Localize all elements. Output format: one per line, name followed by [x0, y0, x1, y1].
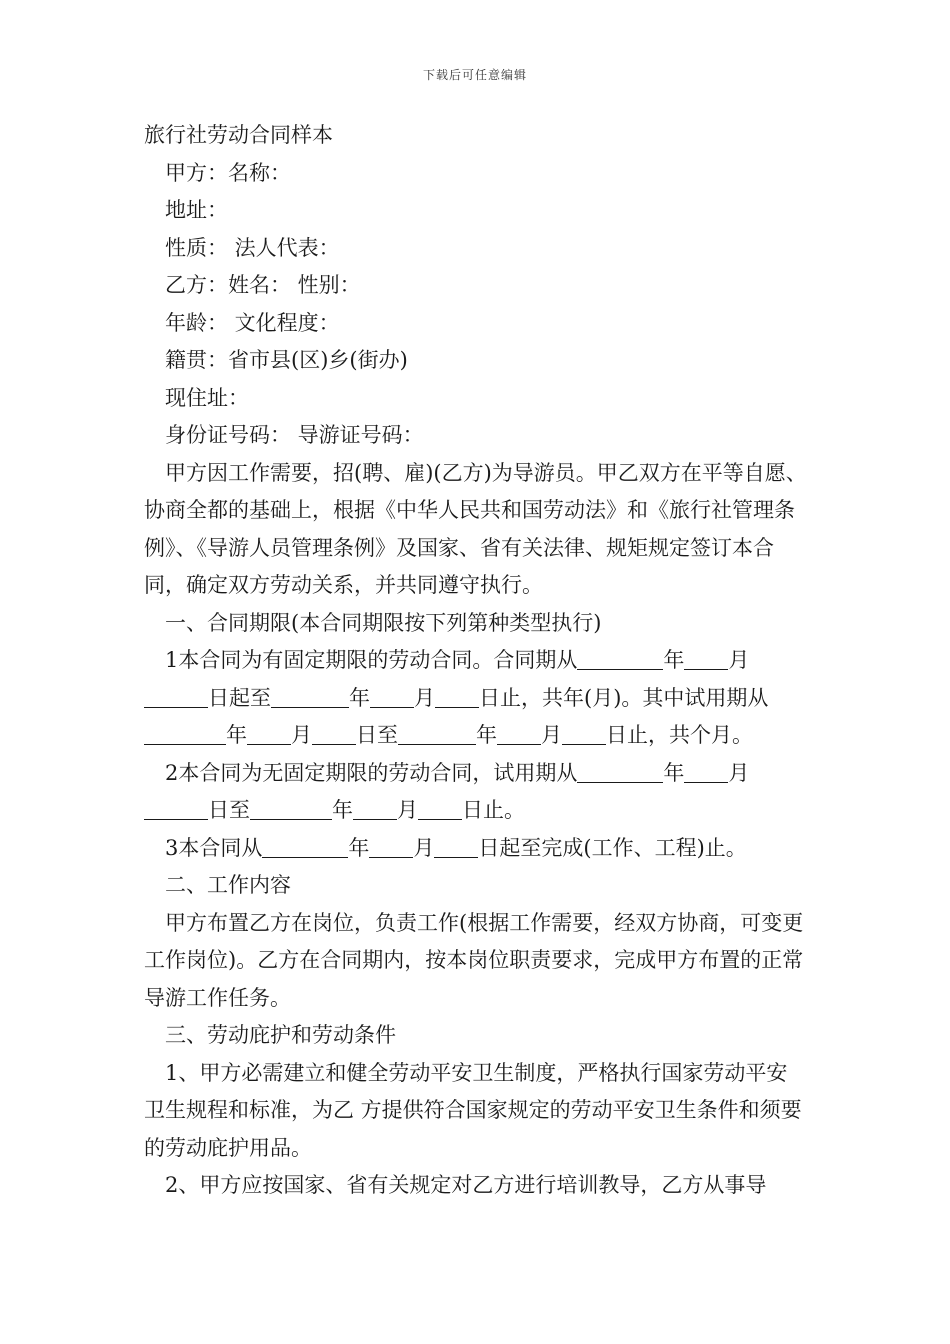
- document-title: 旅行社劳动合同样本: [144, 123, 333, 147]
- clause-1-text-m: 日止，共个月。: [606, 723, 753, 747]
- clause-1-text-k: 年: [476, 723, 497, 747]
- blank-line: [418, 797, 462, 820]
- section-2-title: 二、工作内容: [165, 873, 291, 897]
- clause-1-text-b: 年: [663, 648, 685, 672]
- clause-2-text-e: 年: [332, 798, 353, 822]
- clause-1-text-e: 年: [349, 685, 370, 710]
- clause-2-text-b: 年: [663, 760, 685, 785]
- clause-3-text-c: 月: [413, 835, 435, 860]
- blank-line: [398, 722, 476, 745]
- residence-line: 现住址：: [165, 385, 249, 410]
- protection-clause-1: 1、甲方必需建立和健全劳动平安卫生制度，严格执行国家劳动平安卫生规程和标准，为乙 方提供符合国家规定的劳动平安卫生条件和须要的劳动庇护用品。: [144, 1060, 802, 1160]
- party-a-name-line: 甲方：名称：: [165, 160, 291, 185]
- blank-line: [312, 722, 356, 745]
- blank-line: [353, 797, 397, 820]
- document-body: [144, 117, 808, 1205]
- clause-1-text-h: 年: [226, 723, 247, 747]
- clause-1-text-f: 月: [414, 685, 435, 710]
- blank-line: [144, 722, 226, 745]
- header-note: 下载后可任意编辑: [422, 68, 527, 82]
- origin-line: 籍贯：省市县(区)乡(街办): [165, 348, 408, 372]
- clause-3-text-b: 年: [348, 835, 370, 860]
- age-line: 年龄： 文化程度：: [165, 310, 340, 335]
- clause-1-text-l: 月: [541, 723, 562, 747]
- blank-line: [684, 760, 728, 783]
- section-3-title: 三、劳动庇护和劳动条件: [165, 1023, 396, 1047]
- intro-paragraph: 甲方因工作需要，招(聘、雇)(乙方)为导游员。甲乙双方在平等自愿、协商全都的基础上，根据《中华人民共和国劳动法》和《旅行社管理条例》、《导游人员管理条例》及国家、省有关法律、规矩规定签订本合同，确定双方劳动关系，并共同遵守执行。: [144, 460, 807, 597]
- blank-line: [144, 797, 208, 820]
- clause-2-text-d: 日至: [208, 798, 250, 822]
- work-content-paragraph: 甲方布置乙方在岗位，负责工作(根据工作需要，经双方协商，可变更工作岗位)。乙方在合同期内，按本岗位职责要求，完成甲方布置的正常导游工作任务。: [144, 910, 804, 1010]
- clause-2-text-g: 日止。: [462, 798, 525, 822]
- clause-1-text-d: 日起至: [208, 685, 271, 710]
- clause-1-text-c: 月: [728, 648, 750, 672]
- blank-line: [562, 722, 606, 745]
- blank-line: [684, 647, 728, 670]
- clause-2-text-c: 月: [728, 760, 750, 785]
- party-b-line: 乙方：姓名： 性别：: [165, 273, 361, 297]
- section-1-title: 一、合同期限(本合同期限按下列第种类型执行): [165, 610, 602, 635]
- clause-2-paragraph: [144, 755, 808, 830]
- clause-1-text-a: 1本合同为有固定期限的劳动合同。合同期从: [165, 648, 578, 672]
- clause-1-text-g: 日止，共年(月)。其中试用期从: [479, 685, 769, 710]
- blank-line: [370, 685, 414, 708]
- clause-3-paragraph: [144, 830, 808, 868]
- protection-clause-2: 2、甲方应按国家、省有关规定对乙方进行培训教导，乙方从事导: [165, 1173, 767, 1197]
- blank-line: [435, 685, 479, 708]
- blank-line: [577, 647, 663, 670]
- blank-line: [577, 760, 663, 783]
- nature-line: 性质： 法人代表：: [165, 235, 340, 260]
- blank-line: [262, 835, 348, 858]
- clause-3-text-d: 日起至完成(工作、工程)止。: [478, 835, 747, 860]
- blank-line: [271, 685, 349, 708]
- address-line: 地址：: [165, 198, 228, 222]
- blank-line: [144, 685, 208, 708]
- blank-line: [497, 722, 541, 745]
- blank-line: [250, 797, 332, 820]
- blank-line: [247, 722, 291, 745]
- clause-1-text-i: 月: [291, 723, 312, 747]
- clause-3-text-a: 3本合同从: [165, 835, 263, 860]
- blank-line: [434, 835, 478, 858]
- blank-line: [369, 835, 413, 858]
- clause-2-text-a: 2本合同为无固定期限的劳动合同，试用期从: [165, 760, 578, 785]
- clause-1-text-j: 日至: [356, 723, 398, 747]
- clause-1-paragraph: [144, 642, 808, 755]
- clause-2-text-f: 月: [397, 798, 418, 822]
- id-numbers-line: 身份证号码： 导游证号码：: [165, 423, 424, 447]
